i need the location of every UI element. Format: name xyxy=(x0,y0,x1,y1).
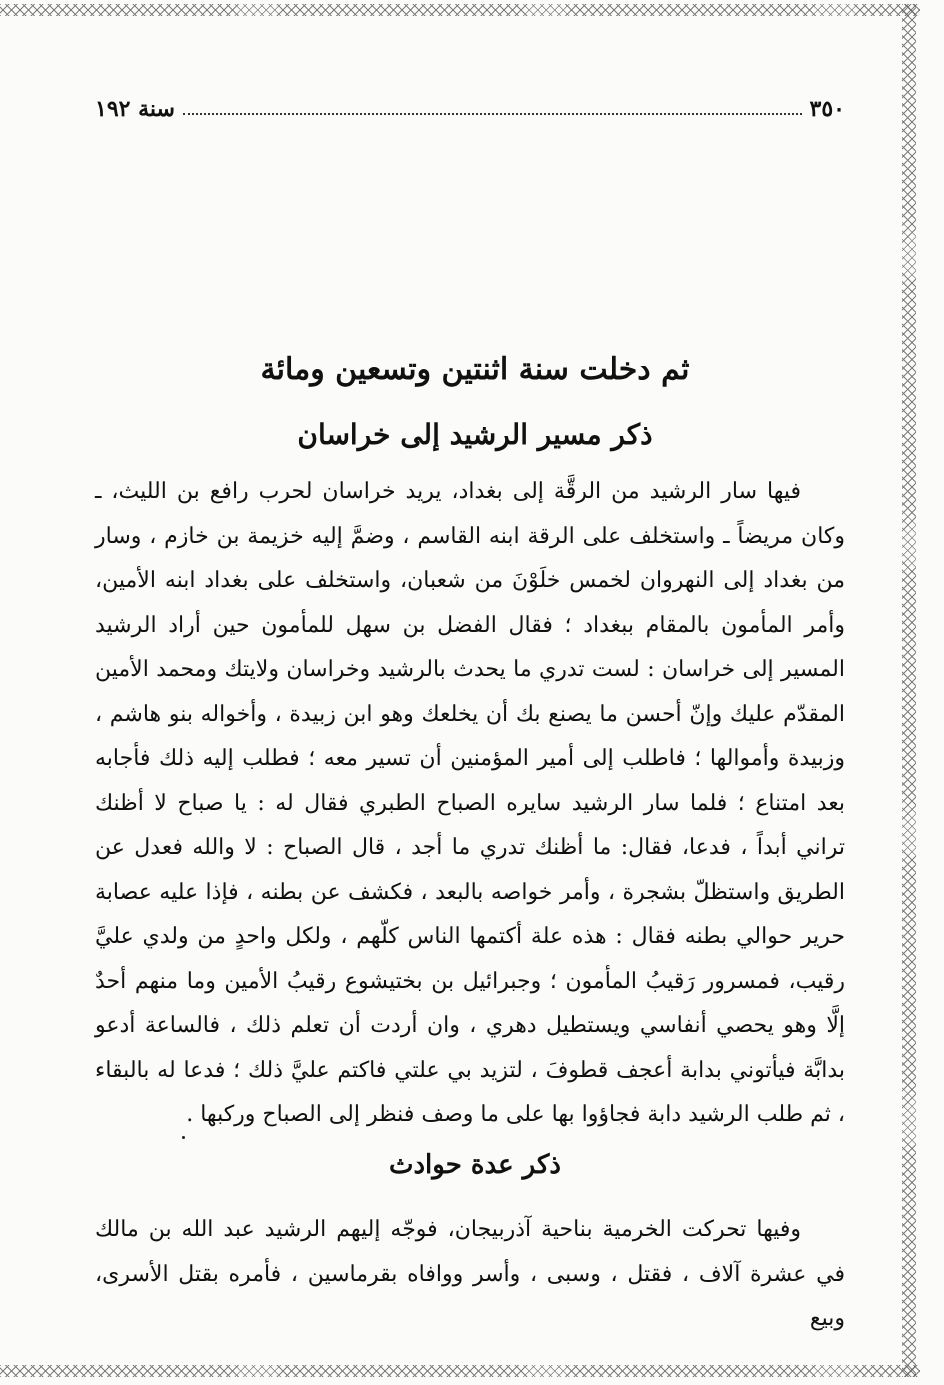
decorative-border-right xyxy=(902,4,916,1377)
book-page xyxy=(95,0,855,1385)
stray-mark xyxy=(182,1136,185,1139)
running-title: سنة ١٩٢ xyxy=(95,96,175,122)
section-heading: ذكر مسير الرشيد إلى خراسان xyxy=(297,418,653,451)
page-header xyxy=(95,86,845,122)
main-text-block xyxy=(95,470,845,1138)
section-heading-events: ذكر عدة حوادث xyxy=(389,1150,561,1180)
paragraph: وفيها تحركت الخرمية بناحية آذربيجان، فوجّه إليهم الرشيد عبد الله بن مالك في عشرة آلاف ، فقتل ، وسبى ، وأسر ووافاه بقرماسين ، فأمره بقتل الأسرى، وبيع xyxy=(95,1217,845,1331)
chapter-title: ثم دخلت سنة اثنتين وتسعين ومائة xyxy=(260,352,690,387)
dotted-leader xyxy=(183,113,802,115)
events-text-block xyxy=(95,1208,845,1342)
paragraph: فيها سار الرشيد من الرقَّة إلى بغداد، يريد خراسان لحرب رافع بن الليث، ـ وكان مريضاً ـ واستخلف على الرقة ابنه القاسم ، وضمَّ إليه خزيمة بن خازم ، وسار من بغداد إلى النهروان لخمس خلَوْنَ من شعبان، واستخلف على بغداد ابنه الأمين، وأمر المأمون بالمقام ببغداد ؛ فقال الفضل بن سهل للمأمون حين أراد الرشيد المسير إلى خراسان : لست تدري ما يحدث بالرشيد وخراسان ولايتك ومحمد الأمين المقدّم عليك وإنّ أحسن ما يصنع بك أن يخلعك وهو ابن زبيدة ، وأخواله بنو هاشم ، وزبيدة وأموالها ؛ فاطلب إلى أمير المؤمنين أن تسير معه ؛ فطلب إليه ذلك فأجابه بعد امتناع ؛ فلما سار الرشيد سايره الصباح الطبري فقال له : يا صباح لا أظنك تراني أبداً ، فدعا، فقال: ما أظنك تدري ما أجد ، قال الصباح : لا والله فعدل عن الطريق واستظلّ بشجرة ، وأمر خواصه بالبعد ، فكشف عن بطنه ، فإذا عليه عصابة حرير حوالي بطنه فقال : هذه علة أكتمها الناس كلّهم ، ولكل واحدٍ من ولدي عليَّ رقيب، فمسرور رَقيبُ المأمون ؛ وجبرائيل بن بختيشوع رقيبُ الأمين وما منهم أحدٌ إلَّا وهو يحصي أنفاسي ويستطيل دهري ، وان أردت أن تعلم ذلك ، فالساعة أدعو بدابَّة فيأتوني بدابة أعجف قطوفَ ، لتزيد بي علتي فاكتم عليَّ ذلك ؛ فدعا له بالبقاء ، ثم طلب الرشيد دابة فجاؤوا بها على ما وصف فنظر إلى الصباح وركبها . xyxy=(95,479,846,1127)
page-number: ٣٥٠ xyxy=(809,96,845,122)
